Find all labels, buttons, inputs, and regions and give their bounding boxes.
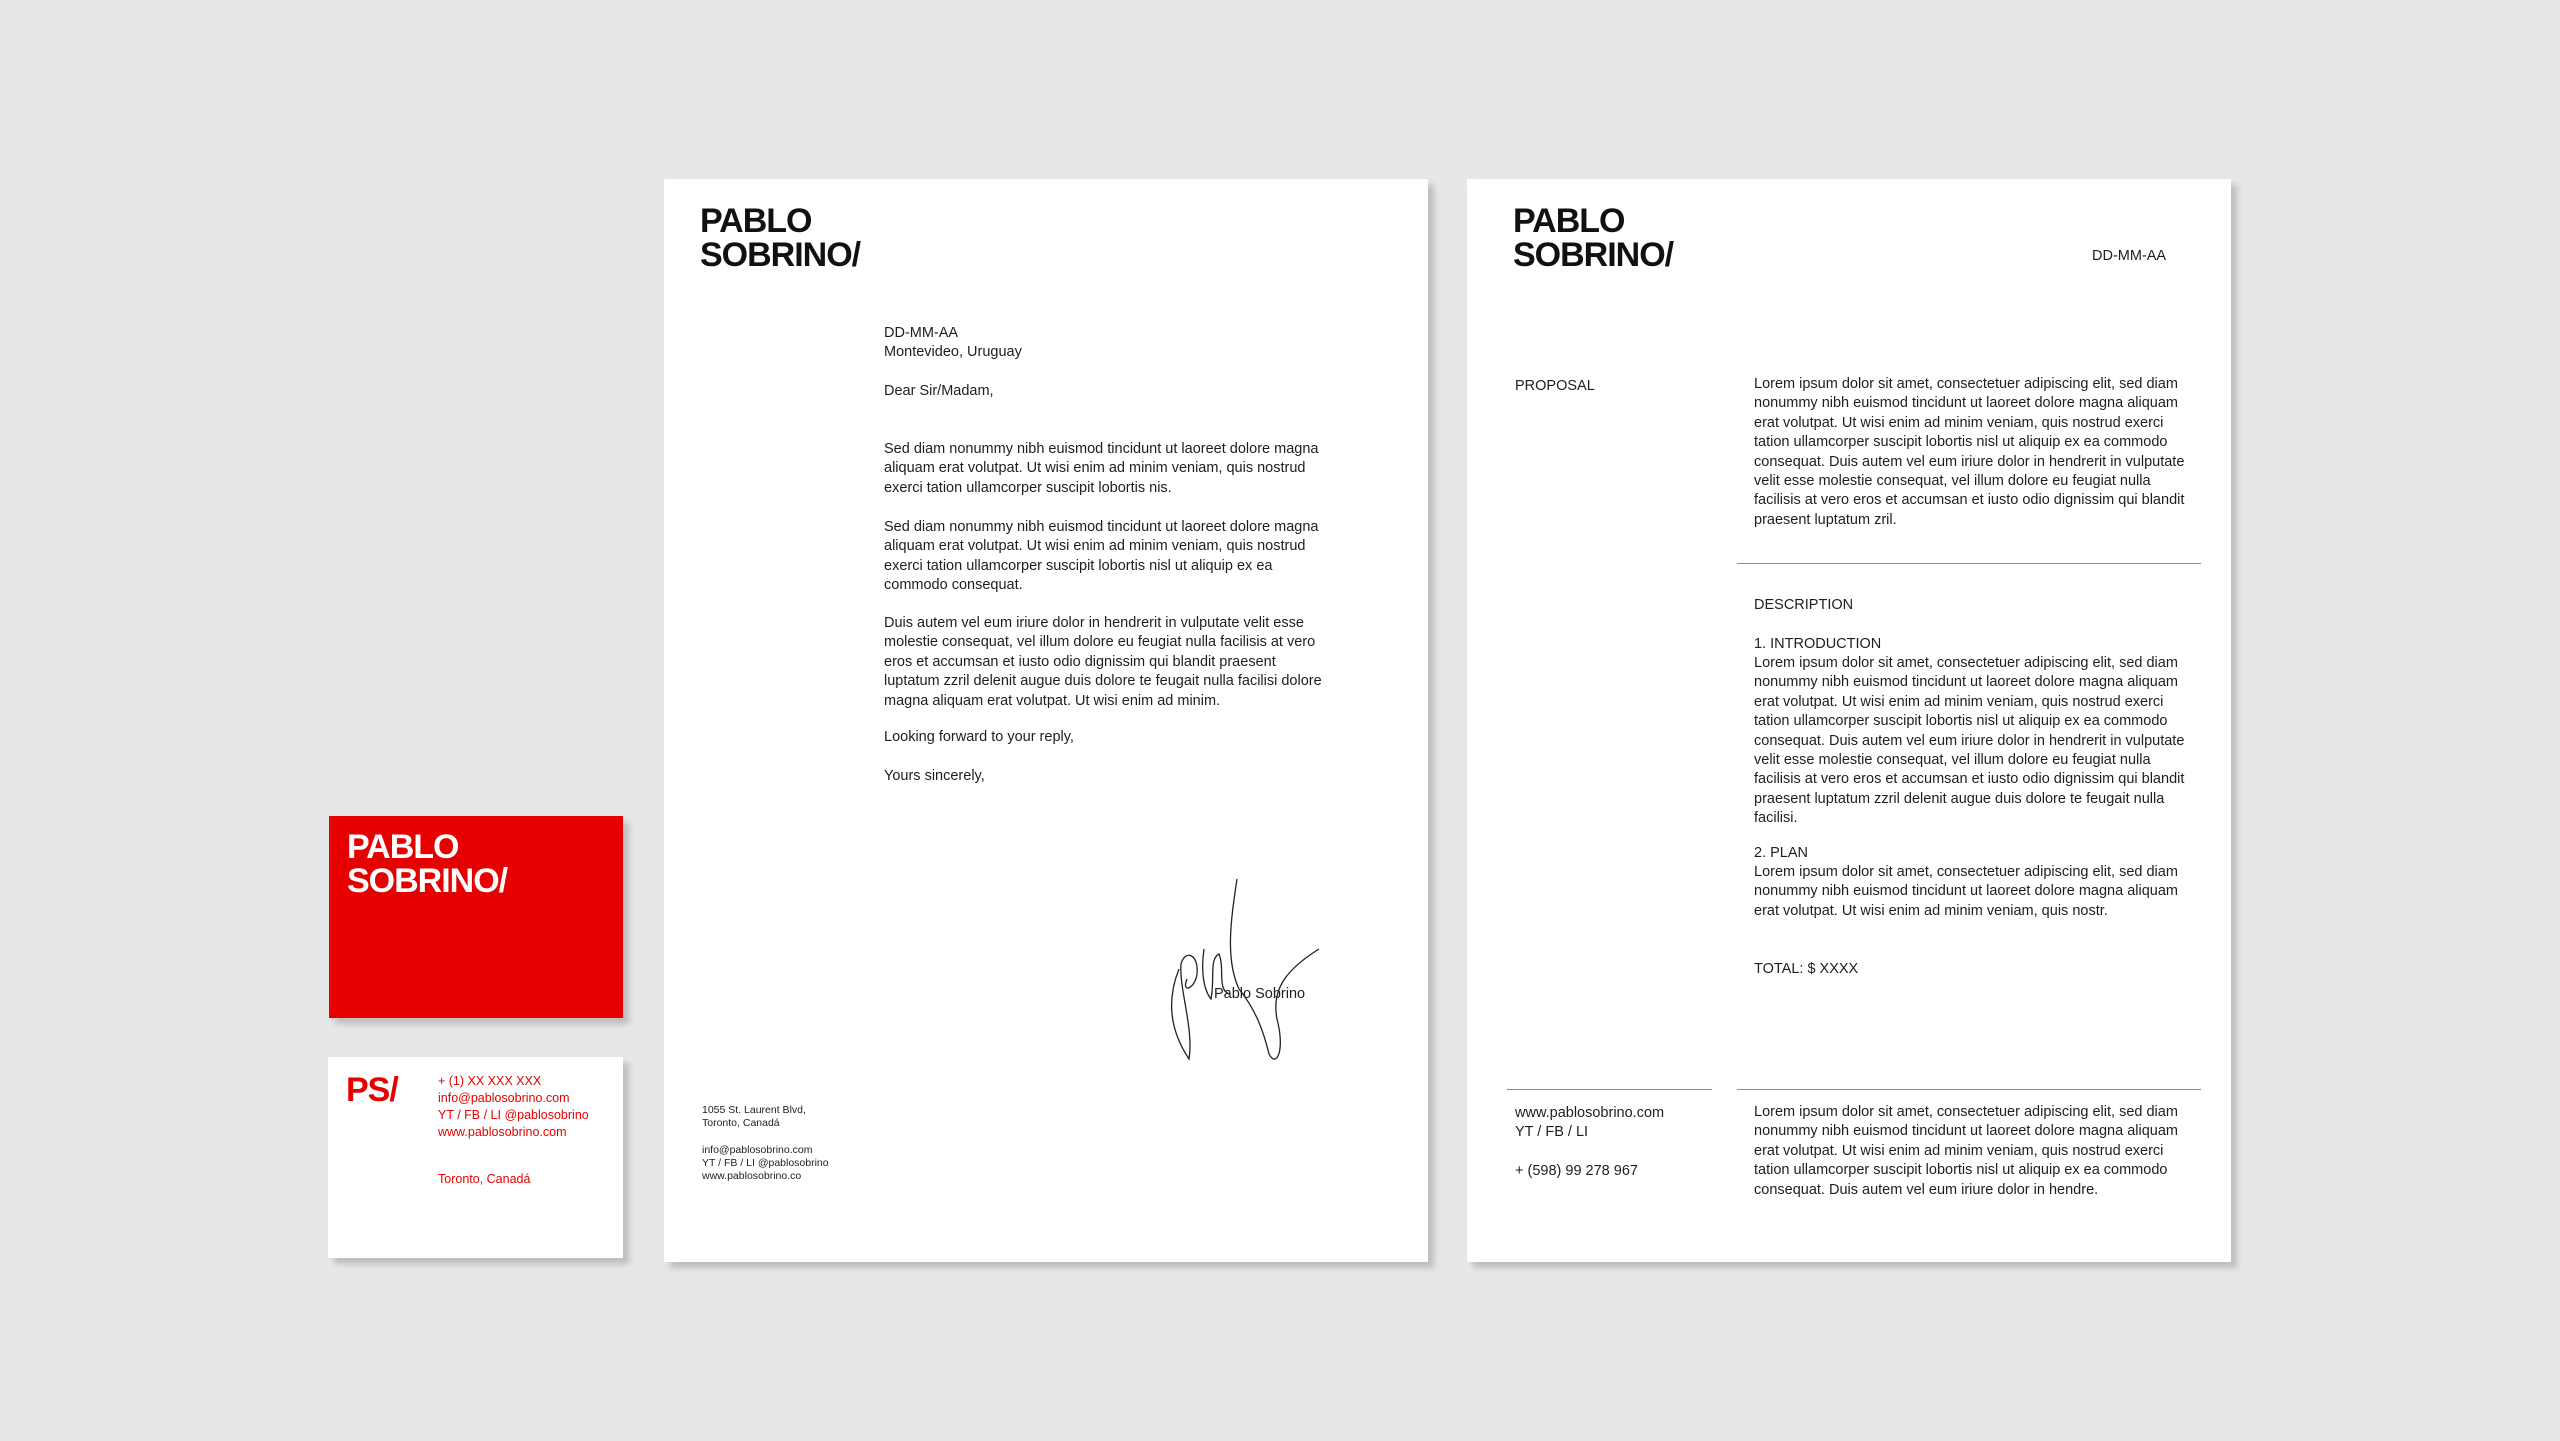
letter-footer-address-2: Toronto, Canadá: [702, 1117, 780, 1129]
proposal-footer-phone: + (598) 99 278 967: [1515, 1163, 1638, 1179]
business-card-back: [328, 1057, 623, 1258]
proposal-total: TOTAL: $ XXXX: [1754, 961, 1859, 977]
letterhead-sheet: [664, 179, 1428, 1262]
proposal-introduction-text: Lorem ipsum dolor sit amet, consectetuer adipiscing elit, sed diam nonummy nibh euismod tincidunt ut laoreet dolore magna aliquam erat volutpat. Ut wisi enim ad minim veniam, quis nostrud exerci tation ullamcorper suscipit lobortis nisl ut aliquip ex ea commodo consequat. Duis autem vel eum iriure dolor in hendrerit in vulputate velit esse molestie consequat, vel illum dolore eu feugiat nulla facilisis at vero eros et accumsan et iusto odio dignissim qui blandit praesent luptatum zzril delenit augue duis dolore te feugait nulla facilisi.: [1754, 655, 2185, 827]
card-logo-line2: SOBRINO/: [347, 862, 508, 900]
card-social: YT / FB / LI @pablosobrino: [438, 1108, 589, 1122]
proposal-intro-paragraph: Lorem ipsum dolor sit amet, consectetuer adipiscing elit, sed diam nonummy nibh euismod tincidunt ut laoreet dolore magna aliquam erat volutpat. Ut wisi enim ad minim veniam, quis nostrud exerci tation ullamcorper suscipit lobortis nisl ut aliquip ex ea commodo consequat. Duis autem vel eum iriure dolor in hendrerit in vulputate velit esse molestie consequat, vel illum dolore eu feugiat nulla facilisis at vero eros et accumsan et iusto odio dignissim qui blandit praesent luptatum zril.: [1754, 376, 2185, 528]
letter-footer-web: www.pablosobrino.co: [702, 1170, 802, 1182]
proposal-plan-text: Lorem ipsum dolor sit amet, consectetuer adipiscing elit, sed diam nonummy nibh euismod tincidunt ut laoreet dolore magna aliquam erat volutpat. Ut wisi enim ad minim veniam, quis nostr.: [1754, 864, 2178, 919]
card-website: www.pablosobrino.com: [438, 1125, 567, 1139]
proposal-logo-line1: PABLO: [1513, 202, 1625, 240]
proposal-sheet: [1467, 179, 2231, 1262]
letter-paragraph: Duis autem vel eum iriure dolor in hendrerit in vulputate velit esse molestie consequat, vel illum dolore eu feugiat nulla facilisis at vero eros et accumsan et iusto odio dignissim qui blandit praesent luptatum zzril delenit augue duis dolore te feugait nulla facilisi dolore magna aliquam erat volutpat. Ut wisi enim ad minim.: [884, 615, 1322, 709]
letter-footer-address-1: 1055 St. Laurent Blvd,: [702, 1104, 806, 1116]
proposal-footer-social: YT / FB / LI: [1515, 1124, 1589, 1140]
signature-scribble: [1159, 879, 1329, 1069]
letter-date: DD-MM-AA: [884, 325, 959, 341]
letter-logo-line2: SOBRINO/: [700, 236, 861, 274]
letter-closing-line: Looking forward to your reply,: [884, 729, 1074, 745]
letter-footer-social: YT / FB / LI @pablosobrino: [702, 1157, 829, 1169]
card-email: info@pablosobrino.com: [438, 1091, 570, 1105]
proposal-description-heading: DESCRIPTION: [1754, 597, 1854, 613]
letter-location: Montevideo, Uruguay: [884, 344, 1022, 360]
proposal-footer-web: www.pablosobrino.com: [1515, 1105, 1665, 1121]
proposal-footer-paragraph: Lorem ipsum dolor sit amet, consectetuer adipiscing elit, sed diam nonummy nibh euismod tincidunt ut laoreet dolore magna aliquam erat volutpat. Ut wisi enim ad minim veniam, quis nostrud exerci tation ullamcorper suscipit lobortis nisl ut aliquip ex ea commodo consequat. Duis autem vel eum iriure dolor in hendre.: [1754, 1104, 2178, 1198]
letter-footer-email: info@pablosobrino.com: [702, 1144, 813, 1156]
letter-logo: [700, 204, 860, 272]
proposal-date: DD-MM-AA: [2092, 248, 2167, 264]
proposal-divider-footer-right: [1737, 1089, 2201, 1090]
proposal-logo: [1513, 204, 1673, 272]
card-monogram: PS/: [346, 1071, 398, 1109]
letter-signoff: Yours sincerely,: [884, 768, 985, 784]
letter-salutation: Dear Sir/Madam,: [884, 383, 994, 399]
card-contact-info: [438, 1073, 589, 1141]
business-card-front: [329, 816, 623, 1018]
proposal-introduction-heading: 1. INTRODUCTION: [1754, 636, 1882, 652]
card-phone: + (1) XX XXX XXX: [438, 1074, 542, 1088]
proposal-divider-footer-left: [1507, 1089, 1712, 1090]
proposal-section-label: PROPOSAL: [1515, 378, 1595, 394]
letter-paragraph: Sed diam nonummy nibh euismod tincidunt ut laoreet dolore magna aliquam erat volutpat. Ut wisi enim ad minim veniam, quis nostrud exerci tation ullamcorper suscipit lobortis nisl ut aliquip ex ea commodo consequat.: [884, 519, 1319, 594]
card-logo-line1: PABLO: [347, 828, 459, 866]
proposal-plan-heading: 2. PLAN: [1754, 845, 1808, 861]
proposal-divider-top: [1737, 563, 2201, 564]
signature-name: Pablo Sobrino: [1214, 986, 1306, 1002]
letter-paragraph: Sed diam nonummy nibh euismod tincidunt ut laoreet dolore magna aliquam erat volutpat. Ut wisi enim ad minim veniam, quis nostrud exerci tation ullamcorper suscipit lobortis nis.: [884, 441, 1319, 496]
letter-logo-line1: PABLO: [700, 202, 812, 240]
proposal-logo-line2: SOBRINO/: [1513, 236, 1674, 274]
card-logo: [347, 830, 507, 898]
card-city: Toronto, Canadá: [438, 1172, 531, 1186]
